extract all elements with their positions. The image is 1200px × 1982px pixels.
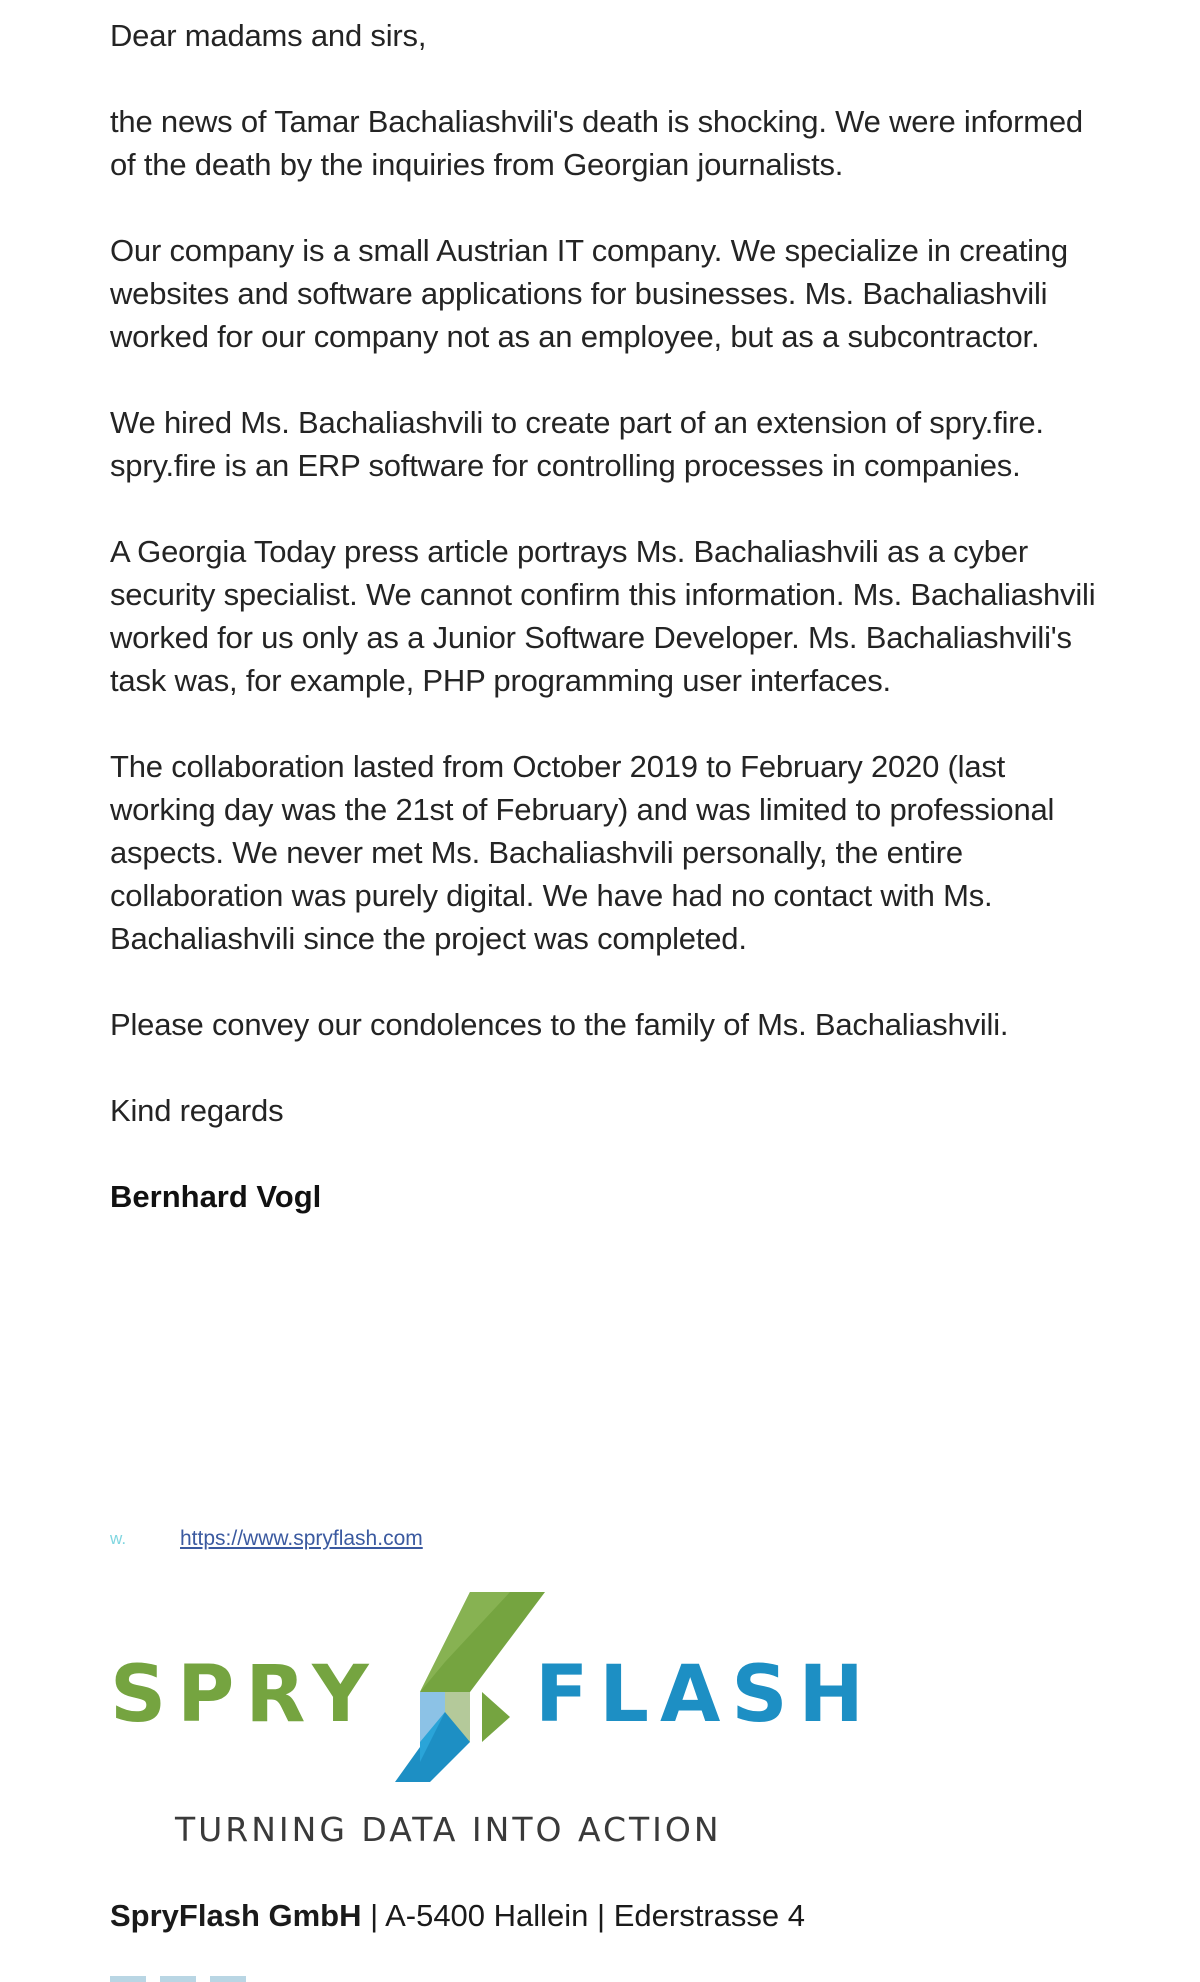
company-address xyxy=(110,1898,805,1934)
paragraph: We hired Ms. Bachaliashvili to create part of an extension of spry.fire. spry.fire is an ERP software for controlling processes in companies. xyxy=(110,405,1044,483)
logo-word-flash: FLASH xyxy=(535,1650,875,1740)
logo-mark-icon xyxy=(360,1592,560,1782)
paragraph: The collaboration lasted from October 2019 to February 2020 (last working day was the 21st of February) and was limited to professional aspects. We never met Ms. Bachaliashvili personally, the entire collaboration was purely digital. We have had no contact with Ms. Bachaliashvili since the project was completed. xyxy=(110,749,1055,956)
paragraph: the news of Tamar Bachaliashvili's death is shocking. We were informed of the death by the inquiries from Georgian journalists. xyxy=(110,104,1083,182)
paragraph: A Georgia Today press article portrays Ms. Bachaliashvili as a cyber security specialist. We cannot confirm this information. Ms. Bachaliashvili worked for us only as a Junior Software Developer. Ms. Bachaliashvili's task was, for example, PHP programming user interfaces. xyxy=(110,534,1096,698)
social-icons xyxy=(110,1976,246,1982)
logo-tagline: TURNING DATA INTO ACTION xyxy=(175,1810,722,1849)
paragraph: Please convey our condolences to the family of Ms. Bachaliashvili. xyxy=(110,1007,1009,1042)
paragraph: Our company is a small Austrian IT company. We specialize in creating websites and software applications for businesses. Ms. Bachaliashvili worked for our company not as an employee, but as a subcontractor. xyxy=(110,233,1068,354)
social-icon[interactable] xyxy=(110,1976,146,1982)
company-name: SpryFlash GmbH xyxy=(110,1898,362,1933)
social-icon[interactable] xyxy=(160,1976,196,1982)
signature-name: Bernhard Vogl xyxy=(110,1179,322,1214)
spryflash-logo xyxy=(110,1592,875,1782)
greeting: Dear madams and sirs, xyxy=(110,18,427,53)
address-separator: | xyxy=(588,1898,614,1933)
web-label: w. xyxy=(110,1529,127,1548)
website-row xyxy=(110,1524,423,1554)
address-separator: | xyxy=(361,1898,386,1933)
social-icon[interactable] xyxy=(210,1976,246,1982)
address-city: A-5400 Hallein xyxy=(385,1898,589,1933)
logo-word-spry: SPRY xyxy=(110,1650,380,1740)
address-street: Ederstrasse 4 xyxy=(613,1898,805,1933)
closing: Kind regards xyxy=(110,1093,284,1128)
email-body xyxy=(110,14,1110,1218)
website-link[interactable]: https://www.spryflash.com xyxy=(180,1527,423,1550)
logo-arrow xyxy=(482,1692,510,1742)
